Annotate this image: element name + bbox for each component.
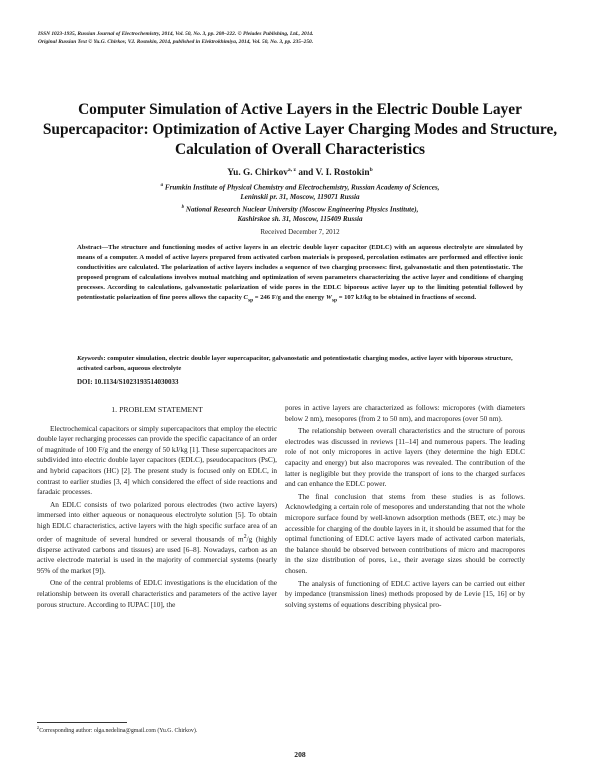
affiliation-a-address: Leninskii pr. 31, Moscow, 119071 Russia [240, 193, 360, 202]
capacity-value: = 246 F/g and the energy [253, 293, 326, 301]
affiliation-b-address: Kashirskoe sh. 31, Moscow, 115409 Russia [237, 214, 363, 223]
paragraph: The analysis of functioning of EDLC active layers can be carried out either by impedance (transmission lines) methods proposed by de Levie [15, 16] or by solving systems of equations describing physical pro- [285, 578, 525, 609]
keywords-text: : computer simulation, electric double layer supercapacitor, galvanostatic and potentiostatic charging modes, active layer with biporous structure, activated carbon, aqueous electrolyte [77, 355, 513, 372]
paragraph: pores in active layers are characterized as follows: micropores (with diameters below 2 nm), mesopores (from 2 to 50 nm), and macropores (over 50 nm). [285, 403, 525, 423]
author-2-affiliation-mark: b [369, 167, 373, 173]
keywords-label: Keywords [77, 355, 104, 362]
footnote-divider [37, 722, 127, 723]
footnote-text: Corresponding author: olga.nedelina@gmail.com (Yu.G. Chirkov). [39, 727, 198, 734]
footnote-mark: z [37, 726, 40, 731]
received-date: Received December 7, 2012 [260, 228, 340, 236]
paragraph-text: An EDLC consists of two polarized porous electrodes (two active layers) immersed into either aqueous or nonaqueous electrolyte solution [5]. To obtain high EDLC characteristics, active layers with the high specific surface area of an order of magnitude of several hundred or several thousands of m [37, 499, 277, 543]
keywords [77, 354, 523, 373]
affiliation-a-mark: a [160, 183, 164, 188]
capacity-symbol: C [243, 293, 248, 301]
affiliation-b-line-1: National Research Nuclear University (Moscow Engineering Physics Institute), [185, 205, 419, 214]
affiliation-a-line-1: Frumkin Institute of Physical Chemistry and Electrochemistry, Russian Academy of Sciences, [164, 183, 440, 192]
author-1-affiliation-mark: a, z [287, 167, 296, 173]
capacity-subscript: sp [247, 296, 254, 303]
paragraph: The relationship between overall characteristics and the structure of porous electrodes was discussed in reviews [11–14] and numerous papers. The leading role of not only micropores in active layers (they determine the high EDLC capacity and energy) but also macropores was revealed. The contribution of the latter is negligible but they provide the transport of ions to the charged surfaces and can enhance the EDLC power. [285, 426, 525, 489]
energy-symbol: W [325, 293, 332, 301]
affiliations [40, 181, 560, 225]
footnote [37, 726, 287, 734]
author-connector: and [296, 168, 316, 179]
energy-subscript: sp [331, 296, 338, 303]
abstract-text: The structure and functioning modes of active layers in an electric double layer capacitor (EDLC) with an aqueous electrolyte are simulated by means of a computer. A model of active layers prepared from activated carbon materials is proposed, percolation estimates are performed and effective ionic conductivities are calculated. The polarization of active layers includes a sequence of two charging processes: first, galvanostatic and then potentiostatic. The proposed program of calculations involves mutual matching and optimization of seven parameters characterizing the active layer and conditions of charging processes. According to calculations, galvanostatic polarization of wide pores in the EDLC biporous active layer up to the limiting potential followed by potentiostatic polarization of fine pores allows the capacity [77, 244, 523, 301]
abstract [77, 243, 523, 306]
doi: DOI: 10.1134/S1023193514030033 [77, 378, 179, 386]
paragraph: One of the central problems of EDLC investigations is the elucidation of the relationship between its overall characteristics and parameters of the active layer porous structure. According to IUPAC [10], the [37, 578, 277, 609]
page-number: 208 [294, 750, 306, 759]
abstract-label: Abstract [77, 244, 102, 251]
author-2: V. I. Rostokin [315, 168, 370, 179]
abstract-dash: — [101, 244, 109, 251]
paragraph: Electrochemical capacitors or simply supercapacitors that employ the electric double layer recharging processes can provide the specific capacitance of an order of magnitude of 100 F/g and the energy of 50 kJ/kg [1]. These supercapacitors are subdivided into electric double layer capacitors (EDLC), pseudocapacitors (PsC), and hybrid capacitors (HC) [2]. The present study is focused only on EDLC, in contrast to earlier studies [3, 4] which considered the effect of side reactions and faradaic processes. [37, 423, 277, 497]
section-heading: 1. PROBLEM STATEMENT [111, 405, 203, 414]
paragraph: The final conclusion that stems from these studies is as follows. Acknowledging a certain role of mesopores and understanding that not the whole micropore surface found by well-known adsorption methods (BET, etc.) may be accessible for charging of the double layers in it, it should be assumed that for the optimal functioning of EDLC active layers made of activated carbon materials, the balance should be observed between contributions of micro and macropores in the size distribution of pores, i.e., their average sizes should be correctly chosen. [285, 491, 525, 575]
superscript: 2 [243, 533, 247, 540]
right-column [285, 403, 525, 612]
journal-header [38, 30, 568, 47]
header-line-1: ISSN 1023-1935, Russian Journal of Electrochemistry, 2014, Vol. 50, No. 3, pp. 208–222. © Pleiades Publishing, Ltd., 2014. [38, 31, 314, 37]
paper-title: Computer Simulation of Active Layers in the Electric Double Layer Supercapacitor: Optimization of Active Layer Charging Modes and Structure, Calculation of Overall Characteristics [42, 101, 558, 158]
affiliation-b-mark: b [181, 204, 185, 210]
energy-value: = 107 kJ/kg to be obtained in fractions of second. [337, 293, 477, 301]
author-list [40, 167, 560, 178]
author-1: Yu. G. Chirkov [227, 168, 288, 179]
affiliation-a [40, 181, 560, 193]
header-line-2: Original Russian Text © Yu.G. Chirkov, V.I. Rostokin, 2014, published in Elektrokhimiya, 2014, Vol. 50, No. 3, pp. 235–250. [38, 39, 314, 46]
paragraph-text: /g (highly disperse activated carbons and tissues) are used [6–8]. Nowadays, carbon as an active electrode material is used in the majority of commercial systems (nearly 95% of the market [9]). [37, 533, 277, 575]
paragraph [37, 500, 277, 577]
left-column [37, 405, 277, 612]
affiliation-b [40, 203, 560, 215]
